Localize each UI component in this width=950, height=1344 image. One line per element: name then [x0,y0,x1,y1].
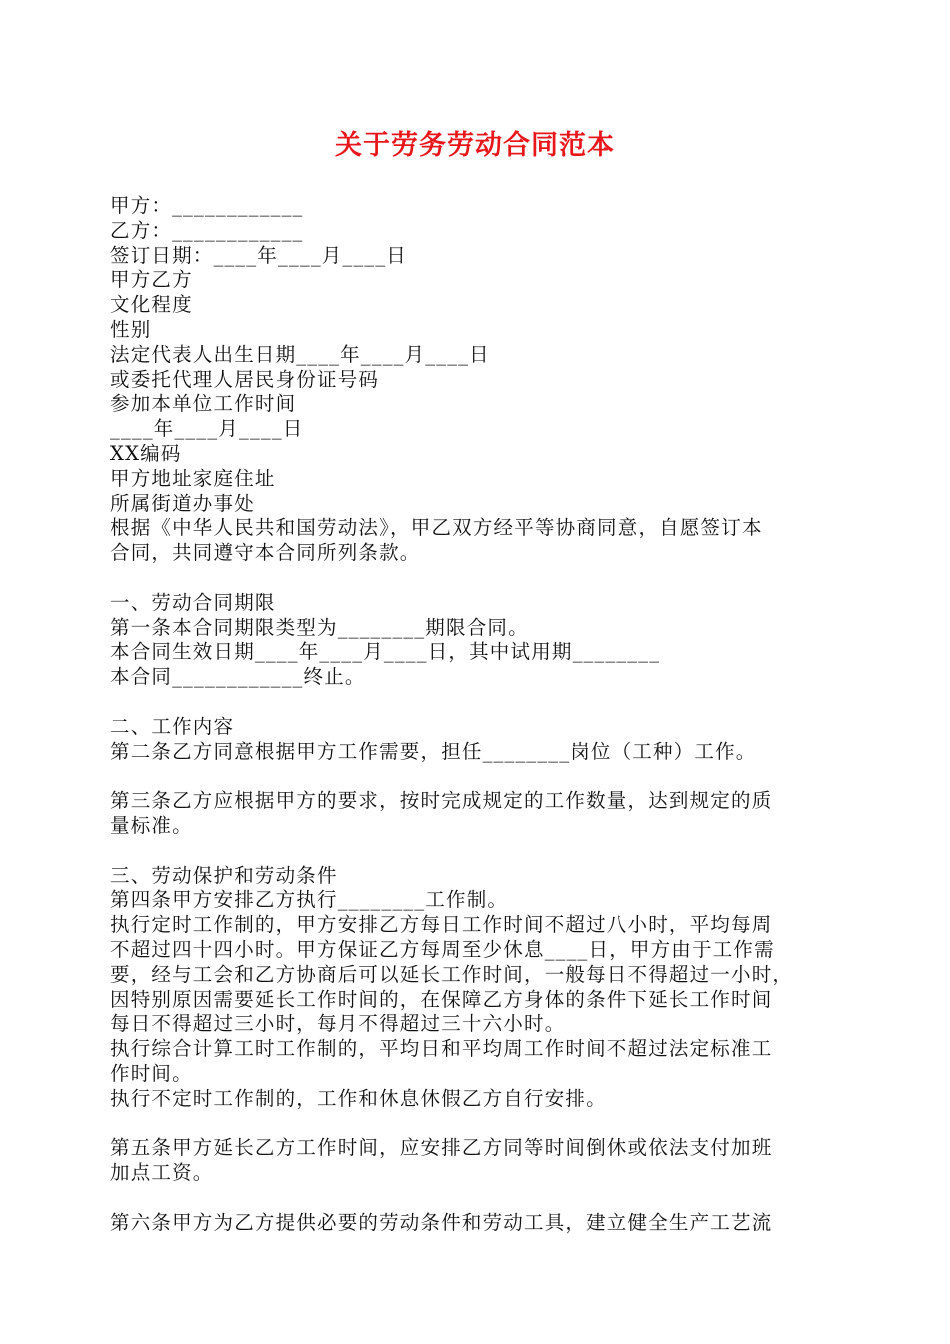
blank-line [110,690,850,715]
body-line: 甲方乙方 [110,268,193,292]
document-body [110,194,850,1235]
body-line: 三、劳动保护和劳动条件 [110,863,338,887]
body-line: ____年____月____日 [110,417,304,441]
blank-line [110,1186,850,1211]
body-line: 第四条甲方安排乙方执行________工作制。 [110,888,509,912]
body-line: 所属街道办事处 [110,491,255,515]
body-line: 法定代表人出生日期____年____月____日 [110,342,490,366]
body-line: 第二条乙方同意根据甲方工作需要，担任________岗位（工种）工作。 [110,739,757,763]
blank-line [110,1111,850,1136]
body-line: 甲方地址家庭住址 [110,466,276,490]
body-line: 执行综合计算工时工作制的，平均日和平均周工作时间不超过法定标准工 [110,1037,773,1061]
blank-line [110,764,850,789]
body-line: 乙方：____________ [110,218,304,242]
body-line: 甲方：____________ [110,194,304,217]
body-line: 每日不得超过三小时，每月不得超过三十六小时。 [110,1012,566,1036]
body-line: 作时间。 [110,1061,193,1085]
body-line: 第三条乙方应根据甲方的要求，按时完成规定的工作数量，达到规定的质 [110,789,773,813]
document-title: 关于劳务劳动合同范本 [335,130,615,161]
body-line: 本合同生效日期____年____月____日，其中试用期________ [110,640,661,664]
body-line: 第五条甲方延长乙方工作时间，应安排乙方同等时间倒休或依法支付加班 [110,1136,773,1160]
body-line: 文化程度 [110,293,193,317]
body-line: 第六条甲方为乙方提供必要的劳动条件和劳动工具，建立健全生产工艺流 [110,1210,773,1234]
body-line: 签订日期：____年____月____日 [110,243,408,267]
body-line: 二、工作内容 [110,714,235,738]
body-line: 合同，共同遵守本合同所列条款。 [110,541,421,565]
body-line: 执行不定时工作制的，工作和休息休假乙方自行安排。 [110,1086,607,1110]
body-line: 不超过四十四小时。甲方保证乙方每周至少休息____日，甲方由于工作需 [110,937,775,961]
body-line: 因特别原因需要延长工作时间的，在保障乙方身体的条件下延长工作时间 [110,987,773,1011]
body-line: 加点工资。 [110,1161,214,1185]
body-line: 参加本单位工作时间 [110,392,297,416]
body-line: 或委托代理人居民身份证号码 [110,367,380,391]
body-line: 执行定时工作制的，甲方安排乙方每日工作时间不超过八小时，平均每周 [110,913,773,937]
body-line: 要，经与工会和乙方协商后可以延长工作时间，一般每日不得超过一小时， [110,962,794,986]
body-line: 量标准。 [110,813,193,837]
body-line: 一、劳动合同期限 [110,590,276,614]
blank-line [110,839,850,864]
body-line: 根据《中华人民共和国劳动法》，甲乙双方经平等协商同意，自愿签订本 [110,516,763,540]
body-line: 性别 [110,317,152,341]
body-line: 第一条本合同期限类型为________期限合同。 [110,615,529,639]
blank-line [110,566,850,591]
body-line: XX编码 [110,441,182,465]
body-line: 本合同____________终止。 [110,665,366,689]
